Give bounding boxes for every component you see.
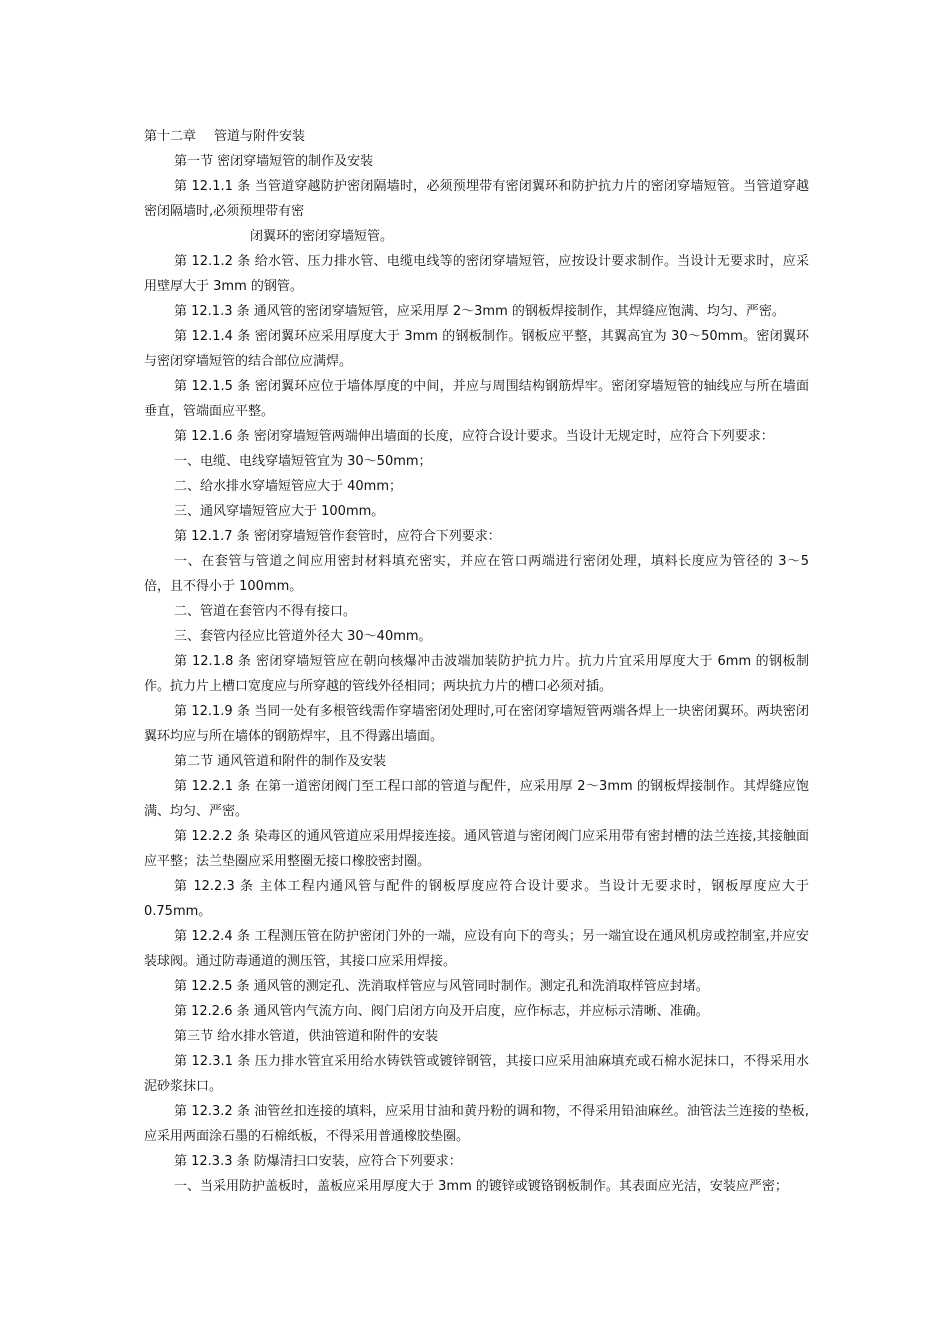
- document-page: [144, 124, 809, 1199]
- clause-12-1-8: 第 12.1.8 条 密闭穿墙短管应在朝向核爆冲击波端加装防护抗力片。抗力片宜采用厚度大于 6mm 的钢板制作。抗力片上槽口宽度应与所穿越的管线外径相同；两块抗力片的槽口必须对插。: [144, 654, 809, 694]
- clause-12-1-6-item-2: 二、给水排水穿墙短管应大于 40mm；: [174, 479, 403, 494]
- clause-12-1-1-continued: 闭翼环的密闭穿墙短管。: [250, 229, 394, 244]
- clause-12-1-7-item-1: 一、在套管与管道之间应用密封材料填充密实，并应在管口两端进行密闭处理，填料长度应为管径的 3～5 倍，且不得小于 100mm。: [144, 554, 809, 594]
- clause-12-1-9: 第 12.1.9 条 当同一处有多根管线需作穿墙密闭处理时,可在密闭穿墙短管两端各焊上一块密闭翼环。两块密闭翼环均应与所在墙体的钢筋焊牢，且不得露出墙面。: [144, 704, 809, 744]
- clause-12-2-5: 第 12.2.5 条 通风管的测定孔、洗消取样管应与风管同时制作。测定孔和洗消取样管应封堵。: [174, 979, 709, 994]
- clause-12-1-6-item-1: 一、电缆、电线穿墙短管宜为 30～50mm；: [174, 454, 432, 469]
- clause-12-1-4: 第 12.1.4 条 密闭翼环应采用厚度大于 3mm 的钢板制作。钢板应平整，其翼高宜为 30～50mm。密闭翼环与密闭穿墙短管的结合部位应满焊。: [144, 329, 809, 369]
- clause-12-3-3-item-1: 一、当采用防护盖板时，盖板应采用厚度大于 3mm 的镀锌或镀铬钢板制作。其表面应光洁，安装应严密；: [174, 1179, 788, 1194]
- clause-12-1-1: 第 12.1.1 条 当管道穿越防护密闭隔墙时，必须预埋带有密闭翼环和防护抗力片的密闭穿墙短管。当管道穿越密闭隔墙时,必须预埋带有密: [144, 179, 809, 219]
- clause-12-1-7-item-3: 三、套管内径应比管道外径大 30～40mm。: [174, 629, 432, 644]
- section-heading-1: 第一节 密闭穿墙短管的制作及安装: [174, 154, 374, 169]
- clause-12-1-3: 第 12.1.3 条 通风管的密闭穿墙短管，应采用厚 2～3mm 的钢板焊接制作，其焊缝应饱满、均匀、严密。: [174, 304, 785, 319]
- chapter-label: 第十二章: [144, 129, 197, 144]
- clause-12-1-5: 第 12.1.5 条 密闭翼环应位于墙体厚度的中间，并应与周围结构钢筋焊牢。密闭穿墙短管的轴线应与所在墙面垂直，管端面应平整。: [144, 379, 809, 419]
- chapter-heading: [144, 124, 809, 149]
- chapter-title: 管道与附件安装: [214, 129, 306, 144]
- clause-12-3-1: 第 12.3.1 条 压力排水管宜采用给水铸铁管或镀锌钢管，其接口应采用油麻填充或石棉水泥抹口，不得采用水泥砂浆抹口。: [144, 1054, 809, 1094]
- clause-12-1-6-item-3: 三、通风穿墙短管应大于 100mm。: [174, 504, 385, 519]
- clause-12-3-3: 第 12.3.3 条 防爆清扫口安装，应符合下列要求：: [174, 1154, 462, 1169]
- clause-12-1-7-item-2: 二、管道在套管内不得有接口。: [174, 604, 357, 619]
- clause-12-2-3: 第 12.2.3 条 主体工程内通风管与配件的钢板厚度应符合设计要求。当设计无要求时，钢板厚度应大于 0.75mm。: [144, 879, 809, 919]
- clause-12-2-2: 第 12.2.2 条 染毒区的通风管道应采用焊接连接。通风管道与密闭阀门应采用带有密封槽的法兰连接,其接触面应平整；法兰垫圈应采用整圈无接口橡胶密封圈。: [144, 829, 809, 869]
- clause-12-1-2: 第 12.1.2 条 给水管、压力排水管、电缆电线等的密闭穿墙短管，应按设计要求制作。当设计无要求时，应采用壁厚大于 3mm 的钢管。: [144, 254, 809, 294]
- section-heading-2: 第二节 通风管道和附件的制作及安装: [174, 754, 387, 769]
- clause-12-2-6: 第 12.2.6 条 通风管内气流方向、阀门启闭方向及开启度，应作标志，并应标示清晰、准确。: [174, 1004, 709, 1019]
- clause-12-2-4: 第 12.2.4 条 工程测压管在防护密闭门外的一端，应设有向下的弯头；另一端宜设在通风机房或控制室,并应安装球阀。通过防毒通道的测压管，其接口应采用焊接。: [144, 929, 809, 969]
- clause-12-3-2: 第 12.3.2 条 油管丝扣连接的填料，应采用甘油和黄丹粉的调和物，不得采用铅油麻丝。油管法兰连接的垫板,应采用两面涂石墨的石棉纸板，不得采用普通橡胶垫圈。: [144, 1104, 809, 1144]
- clause-12-1-7: 第 12.1.7 条 密闭穿墙短管作套管时，应符合下列要求：: [174, 529, 501, 544]
- section-heading-3: 第三节 给水排水管道，供油管道和附件的安装: [174, 1029, 439, 1044]
- clause-12-1-6: 第 12.1.6 条 密闭穿墙短管两端伸出墙面的长度，应符合设计要求。当设计无规定时，应符合下列要求：: [174, 429, 774, 444]
- clause-12-2-1: 第 12.2.1 条 在第一道密闭阀门至工程口部的管道与配件，应采用厚 2～3mm 的钢板焊接制作。其焊缝应饱满、均匀、严密。: [144, 779, 809, 819]
